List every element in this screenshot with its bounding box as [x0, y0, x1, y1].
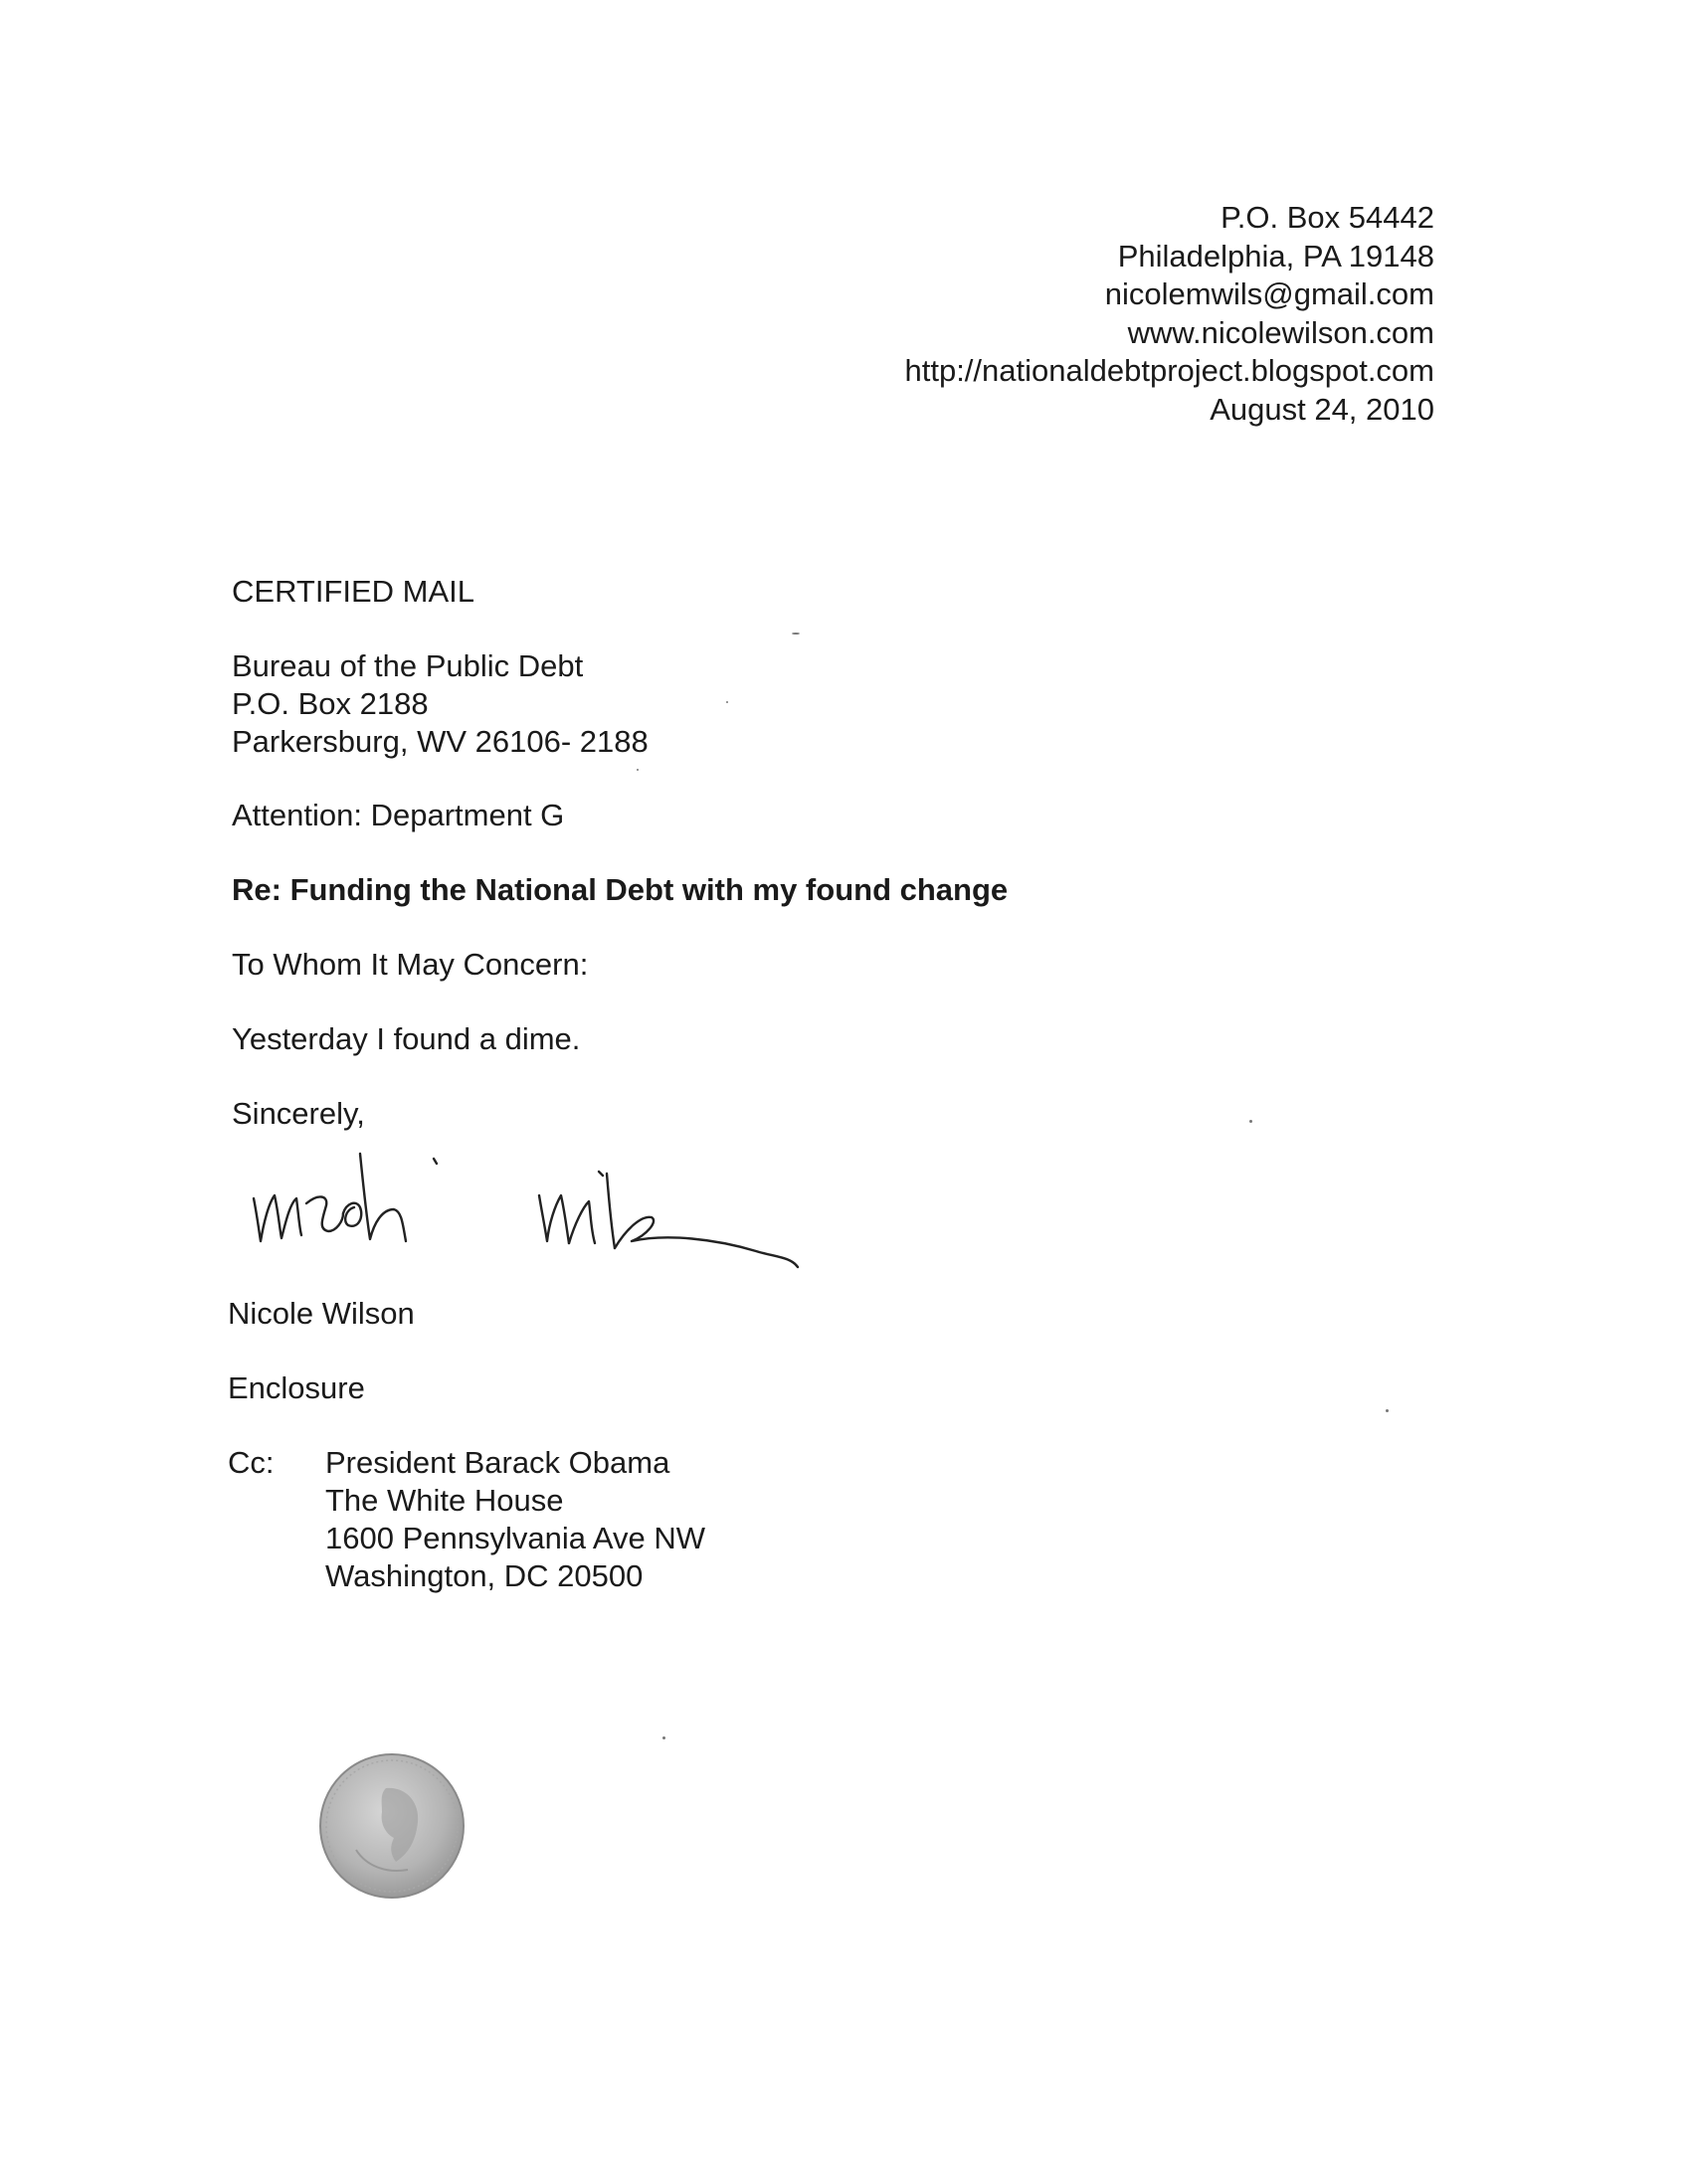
cc-recipient-name: President Barack Obama	[325, 1445, 670, 1480]
scan-speck	[1386, 1409, 1389, 1412]
closing: Sincerely,	[232, 1096, 365, 1131]
sender-city-state-zip: Philadelphia, PA 19148	[1117, 238, 1434, 273]
handwritten-signature	[249, 1144, 846, 1293]
scan-speck	[637, 769, 639, 771]
certified-mail-label: CERTIFIED MAIL	[232, 574, 475, 609]
subject-line: Re: Funding the National Debt with my found change	[232, 872, 1009, 907]
signer-name: Nicole Wilson	[228, 1296, 415, 1331]
sender-address-block	[904, 199, 1434, 429]
scan-speck	[1249, 1120, 1252, 1123]
recipient-name: Bureau of the Public Debt	[232, 648, 584, 683]
cc-address-block	[325, 1444, 705, 1595]
cc-label: Cc:	[228, 1445, 275, 1480]
dime-coin-image	[316, 1750, 468, 1902]
enclosure-label: Enclosure	[228, 1370, 365, 1405]
scan-speck	[792, 633, 800, 635]
sender-website: www.nicolewilson.com	[1127, 314, 1434, 350]
sender-email: nicolemwils@gmail.com	[1104, 276, 1434, 311]
sender-blog-url: http://nationaldebtproject.blogspot.com	[904, 353, 1434, 388]
letter-body: Yesterday I found a dime.	[232, 1021, 581, 1056]
cc-recipient-org: The White House	[325, 1483, 564, 1518]
letter-date: August 24, 2010	[1210, 391, 1434, 427]
salutation: To Whom It May Concern:	[232, 947, 589, 982]
scan-speck	[726, 701, 728, 703]
scan-speck	[662, 1736, 665, 1739]
recipient-po-box: P.O. Box 2188	[232, 686, 429, 721]
sender-po-box: P.O. Box 54442	[1221, 200, 1434, 235]
cc-recipient-street: 1600 Pennsylvania Ave NW	[325, 1521, 705, 1555]
attention-line: Attention: Department G	[232, 798, 565, 832]
recipient-city-state-zip: Parkersburg, WV 26106- 2188	[232, 724, 649, 759]
cc-recipient-city-state-zip: Washington, DC 20500	[325, 1558, 644, 1593]
